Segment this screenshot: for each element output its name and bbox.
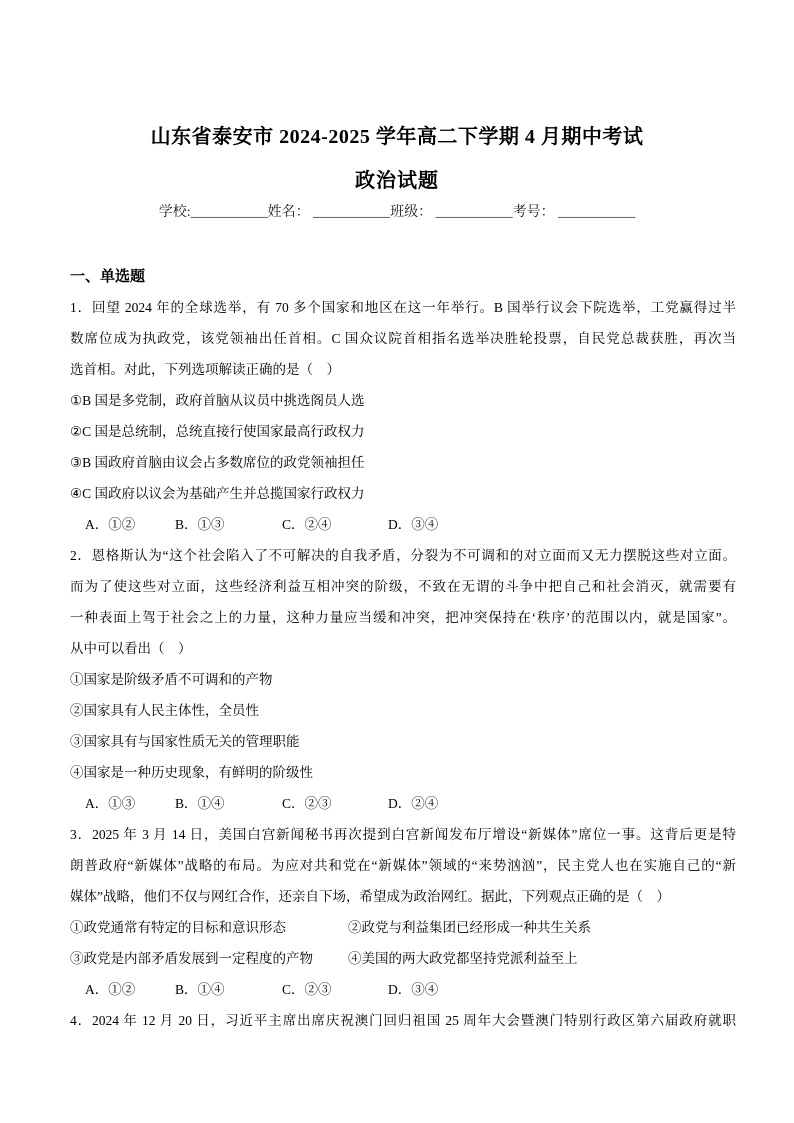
stem-line: 而为了使这些对立面，这些经济利益互相冲突的阶级，不致在无谓的斗争中把自己和社会消灭，就需要有 bbox=[70, 579, 736, 594]
stem-line: 数席位成为执政党，该党领袖出任首相。C 国众议院首相指名选举决胜轮投票，自民党总裁获胜，再次当 bbox=[70, 331, 736, 346]
answer-row bbox=[70, 509, 736, 540]
stem-line: 媒体”战略，他们不仅与网红合作，还亲自下场，希望成为政治网红。据此，下列观点正确的是（ ） bbox=[70, 889, 670, 904]
option-item: ③政党是内部矛盾发展到一定程度的产物 bbox=[70, 951, 313, 966]
option-item: ①政党通常有特定的目标和意识形态 bbox=[70, 920, 286, 935]
student-info-line: 学校:___________姓名： ___________班级： ___________考号： ___________ bbox=[158, 205, 636, 220]
option-line: ③国家具有与国家性质无关的管理职能 bbox=[70, 734, 300, 749]
section-heading: 一、单选题 bbox=[70, 269, 146, 285]
question-2 bbox=[70, 540, 736, 819]
answer-row bbox=[70, 974, 736, 1005]
stem-line: 选首相。对此，下列选项解读正确的是（ ） bbox=[70, 362, 340, 377]
question-3 bbox=[70, 819, 736, 1005]
answer-choice-a: A．①② bbox=[85, 982, 136, 997]
option-line: ②C 国是总统制，总统直接行使国家最高行政权力 bbox=[70, 424, 365, 439]
stem-line: 3．2025 年 3 月 14 日，美国白宫新闻秘书再次提到白宫新闻发布厅增设“新媒体”席位一事。这背后更是特 bbox=[70, 827, 736, 842]
question-1 bbox=[70, 292, 736, 540]
answer-choice-c: C．②④ bbox=[282, 517, 332, 532]
option-line: ①B 国是多党制，政府首脑从议员中挑选阁员人选 bbox=[70, 393, 365, 408]
exam-body bbox=[70, 262, 736, 1036]
answer-choice-d: D．②④ bbox=[388, 796, 439, 811]
option-line: ④C 国政府以议会为基础产生并总揽国家行政权力 bbox=[70, 486, 365, 501]
answer-choice-d: D．③④ bbox=[388, 982, 439, 997]
answer-row bbox=[70, 788, 736, 819]
option-item: ②政党与利益集团已经形成一种共生关系 bbox=[348, 920, 591, 935]
option-line bbox=[70, 912, 736, 943]
option-line: ②国家具有人民主体性，全员性 bbox=[70, 703, 259, 718]
answer-choice-a: A．①② bbox=[85, 517, 136, 532]
option-line: ④国家是一种历史现象，有鲜明的阶级性 bbox=[70, 765, 313, 780]
answer-choice-d: D．③④ bbox=[388, 517, 439, 532]
doc-title: 山东省泰安市 2024-2025 学年高二下学期 4 月期中考试 bbox=[150, 126, 644, 148]
answer-choice-c: C．②③ bbox=[282, 796, 332, 811]
answer-choice-b: B．①③ bbox=[175, 517, 225, 532]
stem-line: 从中可以看出（ ） bbox=[70, 641, 192, 656]
question-4 bbox=[70, 1005, 736, 1036]
option-line: ③B 国政府首脑由议会占多数席位的政党领袖担任 bbox=[70, 455, 365, 470]
stem-line: 2．恩格斯认为“这个社会陷入了不可解决的自我矛盾，分裂为不可调和的对立面而又无力摆脱这些对立面。 bbox=[70, 548, 736, 563]
option-item: ④美国的两大政党都坚持党派利益至上 bbox=[348, 951, 578, 966]
answer-choice-c: C．②③ bbox=[282, 982, 332, 997]
answer-choice-b: B．①④ bbox=[175, 982, 225, 997]
stem-line: 一种表面上驾于社会之上的力量，这种力量应当缓和冲突，把冲突保持在‘秩序’的范围以内，就是国家”。 bbox=[70, 610, 736, 625]
stem-line: 朗普政府“新媒体”战略的布局。为应对共和党在“新媒体”领域的“来势汹汹”，民主党人也在实施自己的“新 bbox=[70, 858, 736, 873]
answer-choice-b: B．①④ bbox=[175, 796, 225, 811]
doc-subtitle: 政治试题 bbox=[355, 170, 439, 192]
answer-choice-a: A．①③ bbox=[85, 796, 136, 811]
stem-line: 1．回望 2024 年的全球选举，有 70 多个国家和地区在这一年举行。B 国举行议会下院选举，工党赢得过半 bbox=[70, 300, 736, 315]
option-line bbox=[70, 943, 736, 974]
option-line: ①国家是阶级矛盾不可调和的产物 bbox=[70, 672, 273, 687]
stem-line: 4．2024 年 12 月 20 日，习近平主席出席庆祝澳门回归祖国 25 周年大会暨澳门特别行政区第六届政府就职 bbox=[70, 1013, 736, 1028]
